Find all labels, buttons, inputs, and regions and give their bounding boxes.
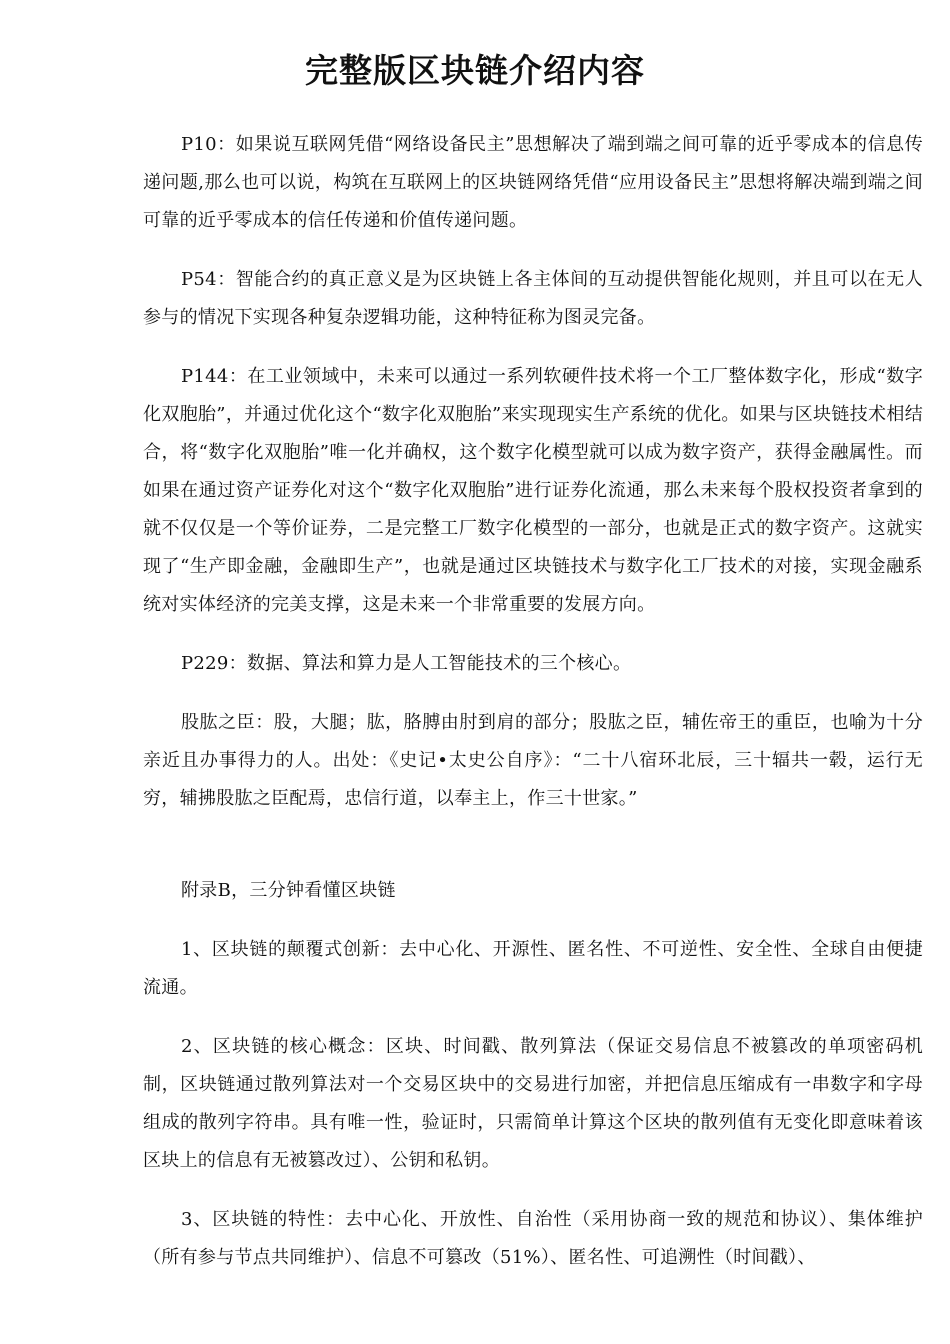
document-body — [143, 126, 923, 1298]
list-item-2: 2、区块链的核心概念：区块、时间戳、散列算法（保证交易信息不被篡改的单项密码机制，区块链通过散列算法对一个交易区块中的交易进行加密，并把信息压缩成有一串数字和字母组成的散列字符串。具有唯一性，验证时，只需简单计算这个区块的散列值有无变化即意味着该区块上的信息有无被篡改过）、公钥和私钥。 — [143, 1036, 923, 1171]
paragraph-p10: P10：如果说互联网凭借“网络设备民主”思想解决了端到端之间可靠的近乎零成本的信息传递问题,那么也可以说，构筑在互联网上的区块链网络凭借“应用设备民主”思想将解决端到端之间可靠的近乎零成本的信任传递和价值传递问题。 — [143, 134, 923, 231]
paragraph-p54: P54：智能合约的真正意义是为区块链上各主体间的互动提供智能化规则，并且可以在无人参与的情况下实现各种复杂逻辑功能，这种特征称为图灵完备。 — [143, 269, 923, 328]
document-title: 完整版区块链介绍内容 — [305, 51, 645, 90]
paragraph-p229: P229：数据、算法和算力是人工智能技术的三个核心。 — [181, 653, 632, 674]
appendix-heading: 附录B，三分钟看懂区块链 — [181, 880, 396, 901]
paragraph-gugong: 股肱之臣：股，大腿；肱，胳膊由肘到肩的部分；股肱之臣，辅佐帝王的重臣，也喻为十分亲近且办事得力的人。出处：《史记•太史公自序》：“二十八宿环北辰，三十辐共一毂，运行无穷，辅拂股肱之臣配焉，忠信行道，以奉主上，作三十世家。” — [143, 712, 923, 809]
paragraph-p144: P144：在工业领域中，未来可以通过一系列软硬件技术将一个工厂整体数字化，形成“数字化双胞胎”，并通过优化这个“数字化双胞胎”来实现现实生产系统的优化。如果与区块链技术相结合，将“数字化双胞胎”唯一化并确权，这个数字化模型就可以成为数字资产，获得金融属性。而如果在通过资产证券化对这个“数字化双胞胎”进行证券化流通，那么未来每个股权投资者拿到的就不仅仅是一个等价证券，二是完整工厂数字化模型的一部分，也就是正式的数字资产。这就实现了“生产即金融，金融即生产”，也就是通过区块链技术与数字化工厂技术的对接，实现金融系统对实体经济的完美支撑，这是未来一个非常重要的发展方向。 — [143, 366, 923, 615]
list-item-3: 3、区块链的特性：去中心化、开放性、自治性（采用协商一致的规范和协议）、集体维护（所有参与节点共同维护）、信息不可篡改（51%）、匿名性、可追溯性（时间戳）、 — [143, 1209, 923, 1268]
list-item-1: 1、区块链的颠覆式创新：去中心化、开源性、匿名性、不可逆性、安全性、全球自由便捷流通。 — [143, 939, 923, 998]
